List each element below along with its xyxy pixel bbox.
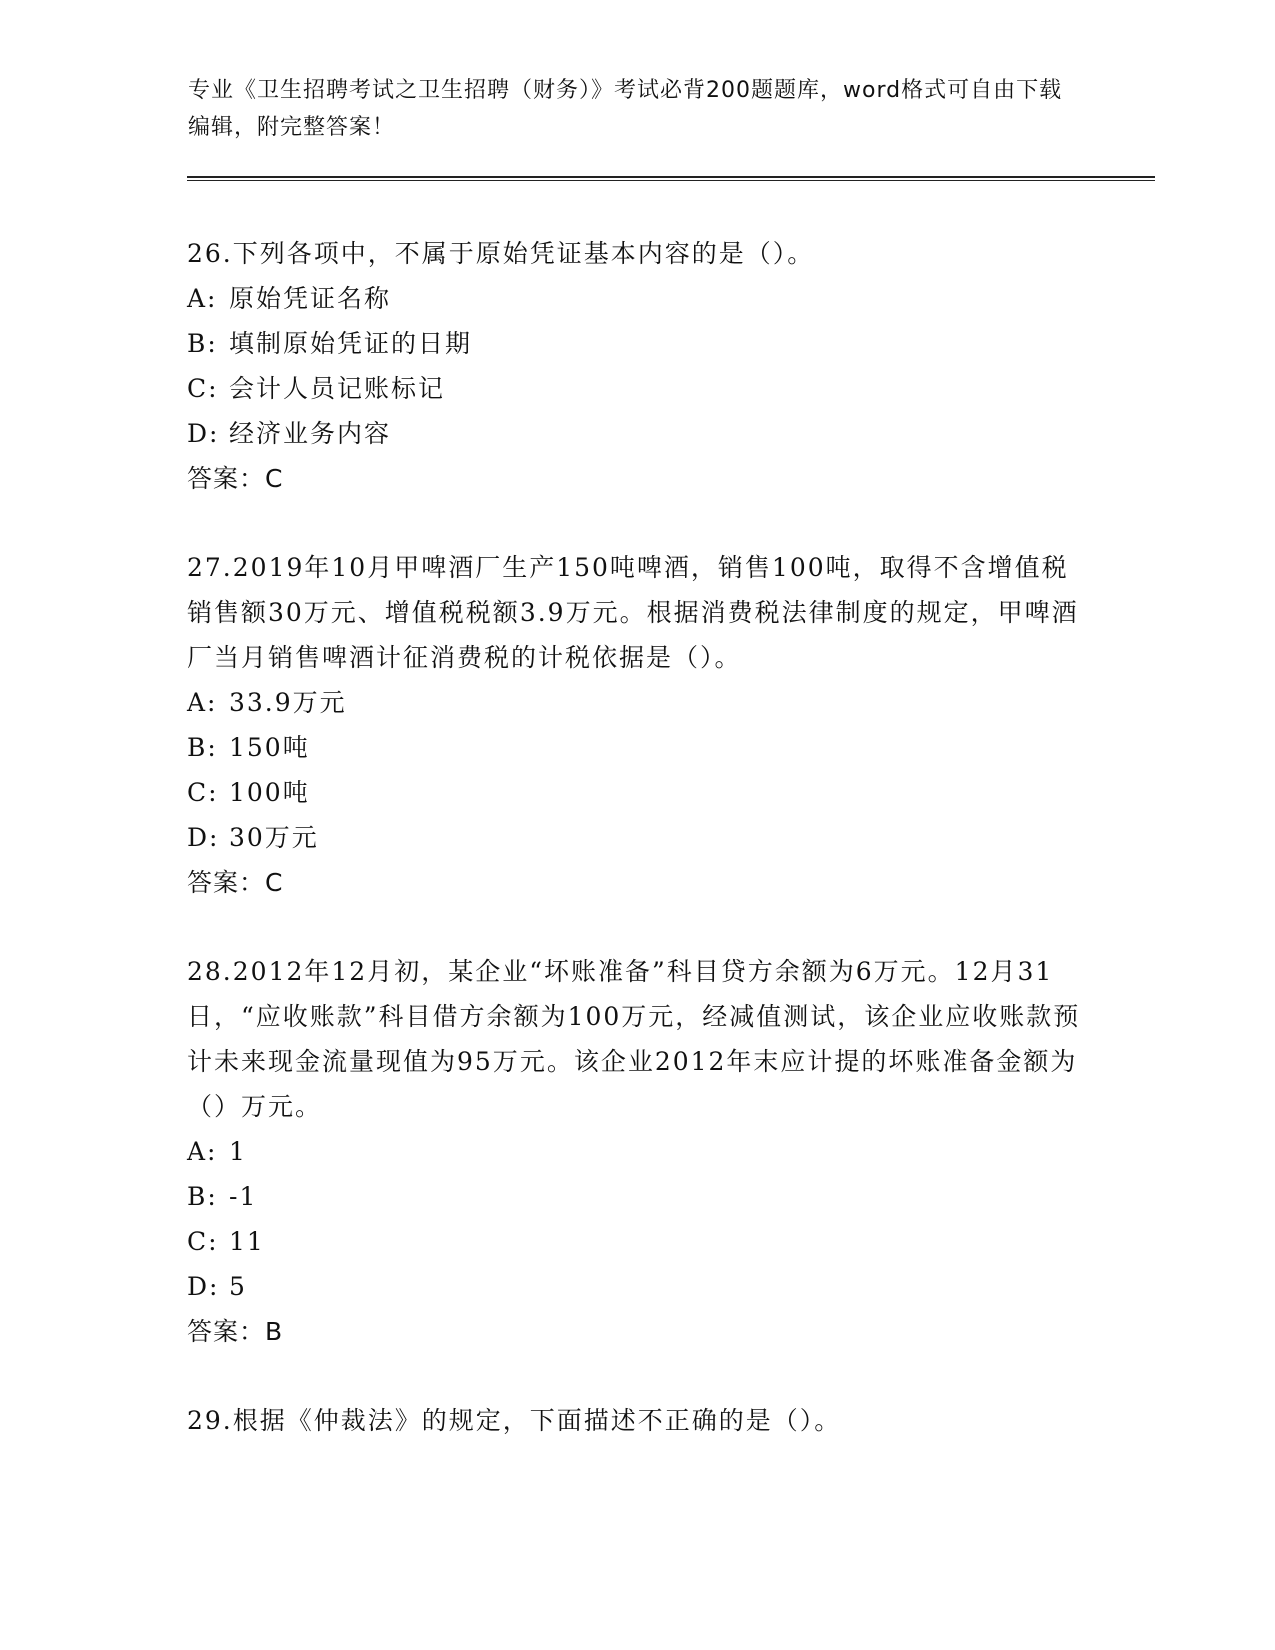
option-letter: D: — [187, 823, 220, 852]
option-text: 150吨 — [229, 733, 310, 762]
option-text: 11 — [229, 1227, 265, 1256]
option-letter: C: — [187, 1227, 219, 1256]
question-26 — [187, 231, 1087, 501]
option-letter: B: — [187, 1182, 218, 1211]
option-letter: C: — [187, 778, 219, 807]
option-b — [187, 321, 1087, 366]
header-divider — [187, 176, 1155, 181]
option-a — [187, 1129, 1087, 1174]
option-c — [187, 366, 1087, 411]
question-stem: 28.2012年12月初，某企业“坏账准备”科目贷方余额为6万元。12月31日，“应收账款”科目借方余额为100万元，经减值测试，该企业应收账款预计未来现金流量现值为95万元。该企业2012年末应计提的坏账准备金额为（）万元。 — [187, 957, 1081, 1121]
question-27 — [187, 545, 1087, 905]
option-letter: A: — [187, 1137, 218, 1166]
option-text: 1 — [229, 1137, 247, 1166]
option-letter: B: — [187, 733, 218, 762]
option-text: 33.9万元 — [229, 688, 347, 717]
question-28 — [187, 949, 1087, 1354]
option-c — [187, 1219, 1087, 1264]
option-text: 经济业务内容 — [229, 419, 392, 448]
option-d — [187, 411, 1087, 456]
option-letter: A: — [187, 688, 218, 717]
option-letter: C: — [187, 374, 219, 403]
option-text: 100吨 — [229, 778, 310, 807]
option-d — [187, 815, 1087, 860]
answer-label: 答案：B — [187, 1317, 284, 1346]
option-letter: B: — [187, 329, 218, 358]
question-29 — [187, 1398, 1087, 1443]
option-c — [187, 770, 1087, 815]
answer-label: 答案：C — [187, 464, 284, 493]
option-text: 会计人员记账标记 — [229, 374, 446, 403]
option-d — [187, 1264, 1087, 1309]
option-b — [187, 725, 1087, 770]
answer-label: 答案：C — [187, 868, 284, 897]
question-stem: 27.2019年10月甲啤酒厂生产150吨啤酒，销售100吨，取得不含增值税销售额30万元、增值税税额3.9万元。根据消费税法律制度的规定，甲啤酒厂当月销售啤酒计征消费税的计税依据是（）。 — [187, 553, 1079, 672]
option-a — [187, 680, 1087, 725]
question-list — [187, 231, 1087, 1487]
option-b — [187, 1174, 1087, 1219]
option-text: 填制原始凭证的日期 — [229, 329, 473, 358]
option-a — [187, 276, 1087, 321]
question-stem: 26.下列各项中，不属于原始凭证基本内容的是（）。 — [187, 239, 815, 268]
document-intro: 专业《卫生招聘考试之卫生招聘（财务）》考试必背200题题库，word格式可自由下载编辑，附完整答案！ — [188, 78, 1063, 140]
option-text: 原始凭证名称 — [229, 284, 392, 313]
option-letter: D: — [187, 419, 220, 448]
option-letter: D: — [187, 1272, 220, 1301]
option-text: 5 — [229, 1272, 247, 1301]
option-text: 30万元 — [229, 823, 319, 852]
option-text: -1 — [229, 1182, 258, 1211]
question-stem: 29.根据《仲裁法》的规定，下面描述不正确的是（）。 — [187, 1406, 842, 1435]
option-letter: A: — [187, 284, 218, 313]
